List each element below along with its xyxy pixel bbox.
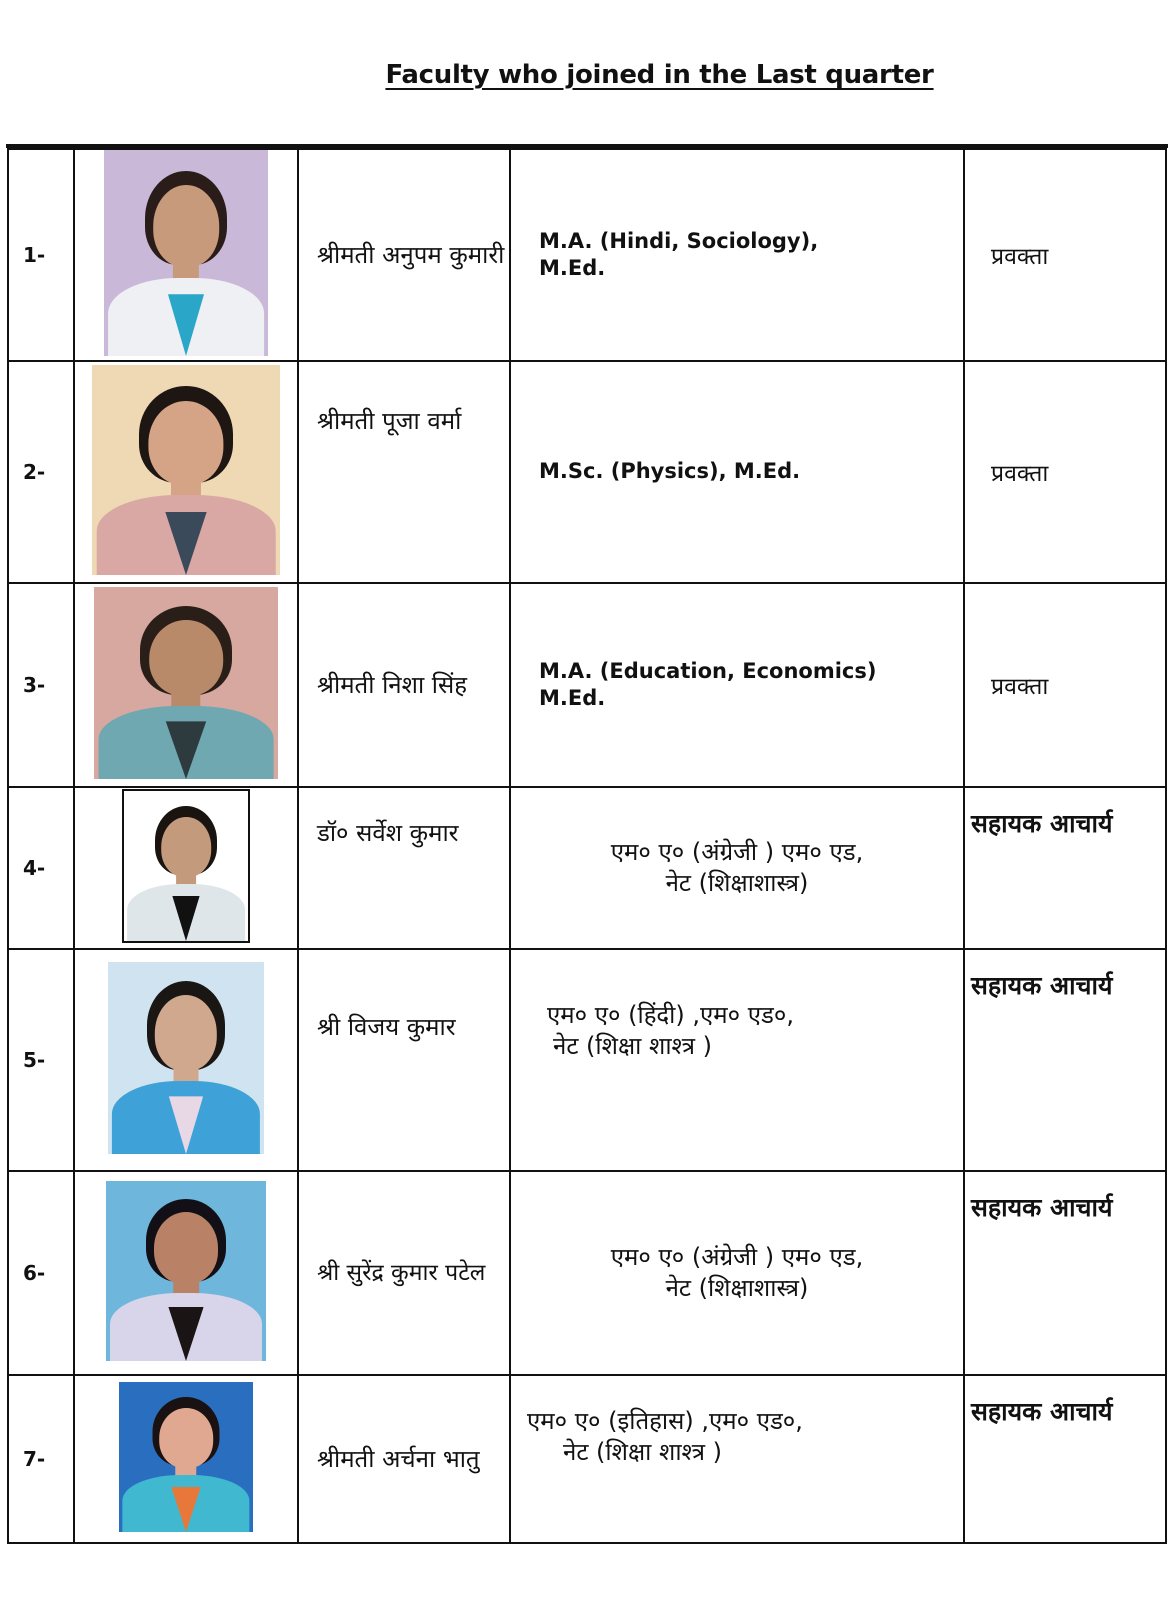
- document-title: [0, 60, 1169, 90]
- qualification-line: नेट (शिक्षा शाश्त्र ): [553, 1032, 712, 1061]
- portrait-face: [155, 995, 217, 1072]
- photo-cell: [74, 583, 298, 787]
- faculty-photo: [108, 962, 264, 1154]
- faculty-name: [298, 787, 510, 949]
- photo-cell: [74, 149, 298, 361]
- qualification: [510, 149, 964, 361]
- portrait-face: [149, 620, 223, 697]
- portrait-body: [108, 278, 264, 356]
- portrait-face: [153, 185, 219, 267]
- qualification-line: एम० ए० (हिंदी) ,एम० एड०,: [547, 1001, 794, 1029]
- qualification-line: एम० ए० (अंग्रेजी ) एम० एड,: [610, 837, 864, 866]
- faculty-photo: [104, 150, 268, 356]
- portrait-body: [127, 884, 245, 941]
- serial-number: 6-: [8, 1171, 74, 1375]
- qualification: [510, 1171, 964, 1375]
- faculty-name: [298, 1171, 510, 1375]
- faculty-photo: [122, 789, 250, 943]
- qualification-line: नेट (शिक्षाशास्त्र): [665, 1274, 809, 1302]
- faculty-row: [8, 1171, 1166, 1375]
- photo-cell: [74, 787, 298, 949]
- qualification-line: M.A. (Hindi, Sociology),: [539, 228, 819, 253]
- faculty-name-text: श्रीमती पूजा वर्मा: [317, 407, 462, 435]
- faculty-row: [8, 949, 1166, 1171]
- qualification-line: M.A. (Education, Economics): [539, 658, 877, 683]
- designation: प्रवक्ता: [964, 361, 1166, 583]
- qualification-line: नेट (शिक्षा शाश्त्र ): [563, 1438, 722, 1467]
- qualification-line: एम० ए० (अंग्रेजी ) एम० एड,: [610, 1242, 864, 1271]
- portrait-body: [122, 1475, 249, 1532]
- designation: प्रवक्ता: [964, 583, 1166, 787]
- qualification: [510, 787, 964, 949]
- designation: सहायक आचार्य: [964, 1375, 1166, 1543]
- faculty-photo: [94, 587, 278, 779]
- qualification-line: एम० ए० (इतिहास) ,एम० एड०,: [527, 1407, 803, 1435]
- designation: सहायक आचार्य: [964, 949, 1166, 1171]
- faculty-name: [298, 149, 510, 361]
- qualification: [510, 1375, 964, 1543]
- qualification: [510, 361, 964, 583]
- qualification-line: नेट (शिक्षाशास्त्र): [665, 869, 809, 897]
- portrait-face: [161, 817, 211, 877]
- faculty-row: [8, 1375, 1166, 1543]
- faculty-photo: [119, 1382, 253, 1532]
- faculty-name: [298, 949, 510, 1171]
- photo-cell: [74, 1375, 298, 1543]
- faculty-table: [7, 148, 1167, 1544]
- designation: सहायक आचार्य: [964, 787, 1166, 949]
- serial-number: 7-: [8, 1375, 74, 1543]
- faculty-name: [298, 583, 510, 787]
- faculty-name-text: डॉ० सर्वेश कुमार: [317, 819, 459, 847]
- faculty-name-text: श्रीमती अर्चना भातु: [317, 1445, 480, 1473]
- portrait-body: [110, 1293, 262, 1361]
- faculty-row: [8, 149, 1166, 361]
- designation: सहायक आचार्य: [964, 1171, 1166, 1375]
- portrait-face: [154, 1212, 218, 1284]
- qualification: [510, 583, 964, 787]
- faculty-row: [8, 787, 1166, 949]
- faculty-row: [8, 583, 1166, 787]
- portrait-body: [99, 706, 274, 779]
- photo-cell: [74, 949, 298, 1171]
- qualification-line: M.Ed.: [539, 686, 606, 710]
- faculty-row: [8, 361, 1166, 583]
- faculty-photo: [106, 1181, 266, 1361]
- qualification-line: M.Ed.: [539, 256, 606, 280]
- photo-cell: [74, 1171, 298, 1375]
- designation: प्रवक्ता: [964, 149, 1166, 361]
- portrait-face: [148, 401, 223, 485]
- qualification: [510, 949, 964, 1171]
- faculty-name-text: श्री सुरेंद्र कुमार पटेल: [317, 1259, 486, 1286]
- serial-number: 3-: [8, 583, 74, 787]
- qualification-line: M.Sc. (Physics), M.Ed.: [539, 459, 801, 484]
- serial-number: 2-: [8, 361, 74, 583]
- serial-number: 5-: [8, 949, 74, 1171]
- faculty-photo: [92, 365, 280, 575]
- portrait-body: [97, 495, 276, 575]
- faculty-name-text: श्रीमती निशा सिंह: [317, 671, 467, 699]
- portrait-body: [112, 1081, 260, 1154]
- serial-number: 1-: [8, 149, 74, 361]
- photo-cell: [74, 361, 298, 583]
- serial-number: 4-: [8, 787, 74, 949]
- faculty-name: [298, 361, 510, 583]
- faculty-name-text: श्री विजय कुमार: [317, 1013, 456, 1041]
- portrait-face: [159, 1408, 213, 1468]
- faculty-name: [298, 1375, 510, 1543]
- faculty-name-text: श्रीमती अनुपम कुमारी: [317, 241, 505, 269]
- document-title-text: Faculty who joined in the Last quarter: [385, 60, 934, 90]
